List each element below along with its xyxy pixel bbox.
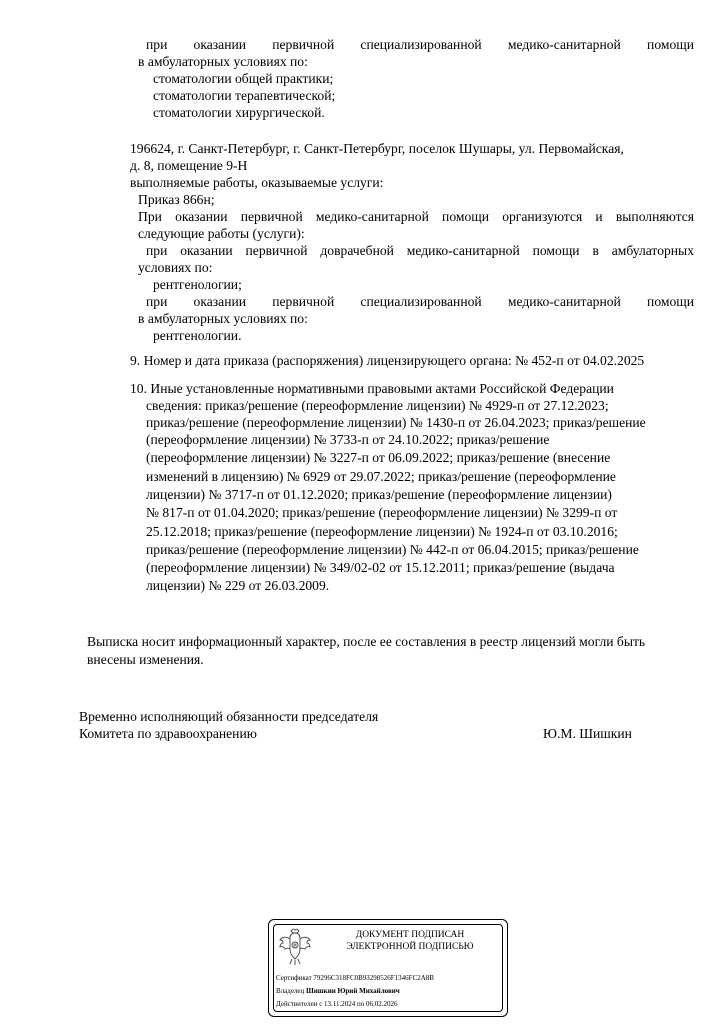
stamp-owner-value: Шишкин Юрий Михайлович xyxy=(306,987,400,995)
list-item: рентгенологии; xyxy=(153,277,242,292)
item10-line: сведения: приказ/решение (переоформление лицензии) № 4929-п от 27.12.2023; xyxy=(146,398,609,413)
works-p3-line1: при оказании первичной специализированной медико-санитарной помощи xyxy=(146,294,694,309)
item10-line: приказ/решение (переоформление лицензии) № 442-п от 06.04.2015; приказ/решение xyxy=(146,542,639,557)
stamp-cert-value: 79296C318FC0B93298526F1346FC2A8B xyxy=(313,974,434,982)
works-order: Приказ 866н; xyxy=(138,192,215,207)
item10-line: № 817-п от 01.04.2020; приказ/решение (переоформление лицензии) № 3299-п от xyxy=(146,505,618,520)
notice-line2: внесены изменения. xyxy=(87,652,204,667)
address-line1: 196624, г. Санкт-Петербург, г. Санкт-Петербург, поселок Шушары, ул. Первомайская, xyxy=(130,141,624,156)
works-p1-line1: При оказании первичной медико-санитарной помощи организуются и выполняются xyxy=(138,209,694,224)
works-p3-line2: в амбулаторных условиях по: xyxy=(138,311,308,326)
item10-line: (переоформление лицензии) № 3733-п от 24.10.2022; приказ/решение xyxy=(146,432,550,447)
stamp-certificate xyxy=(276,974,434,983)
item10-line: (переоформление лицензии) № 3227-п от 06.09.2022; приказ/решение (внесение xyxy=(146,450,611,465)
item10-line: лицензии) № 229 от 26.03.2009. xyxy=(146,578,330,593)
item10-line: 10. Иные установленные нормативными правовыми актами Российской Федерации xyxy=(130,381,614,396)
item10-line: (переоформление лицензии) № 349/02-02 от 15.12.2011; приказ/решение (выдача xyxy=(146,560,615,575)
list-item: стоматологии терапевтической; xyxy=(153,88,336,103)
item10-line: 25.12.2018; приказ/решение (переоформление лицензии) № 1924-п от 03.10.2016; xyxy=(146,524,618,539)
stamp-cert-label: Сертификат xyxy=(276,974,312,982)
signer-position-line1: Временно исполняющий обязанности председателя xyxy=(79,709,379,724)
item10-line: приказ/решение (переоформление лицензии) № 1430-п от 26.04.2023; приказ/решение xyxy=(146,415,646,430)
stamp-validity: Действителен с 13.11.2024 по 06.02.2026 xyxy=(276,1000,398,1008)
item9: 9. Номер и дата приказа (распоряжения) лицензирующего органа: № 452-п от 04.02.2025 xyxy=(130,353,645,368)
block1-line1: при оказании первичной специализированной медико-санитарной помощи xyxy=(146,37,694,52)
signer-position-line2: Комитета по здравоохранению xyxy=(79,726,257,741)
coat-of-arms-icon xyxy=(277,927,313,967)
signer-name: Ю.М. Шишкин xyxy=(543,726,632,741)
stamp-owner xyxy=(276,987,400,996)
notice-line1: Выписка носит информационный характер, после ее составления в реестр лицензий могли быть xyxy=(87,634,646,649)
list-item: рентгенологии. xyxy=(153,328,242,343)
works-p1-line2: следующие работы (услуги): xyxy=(138,226,305,241)
works-heading: выполняемые работы, оказываемые услуги: xyxy=(130,175,384,190)
stamp-owner-label: Владелец xyxy=(276,987,305,995)
stamp-title-line2: ЭЛЕКТРОННОЙ ПОДПИСЬЮ xyxy=(346,942,474,952)
block1-line2: в амбулаторных условиях по: xyxy=(138,54,308,69)
list-item: стоматологии общей практики; xyxy=(153,71,334,86)
list-item: стоматологии хирургической. xyxy=(153,105,325,120)
works-p2-line1: при оказании первичной доврачебной медико-санитарной помощи в амбулаторных xyxy=(146,243,694,258)
works-p2-line2: условиях по: xyxy=(138,260,213,275)
item10-line: изменений в лицензию) № 6929 от 29.07.2022; приказ/решение (переоформление xyxy=(146,469,616,484)
stamp-title-line1: ДОКУМЕНТ ПОДПИСАН xyxy=(355,930,465,940)
e-signature-stamp xyxy=(268,919,508,1017)
item10-line: лицензии) № 3717-п от 01.12.2020; приказ/решение (переоформление лицензии) xyxy=(146,487,612,502)
address-line2: д. 8, помещение 9-Н xyxy=(130,158,248,173)
